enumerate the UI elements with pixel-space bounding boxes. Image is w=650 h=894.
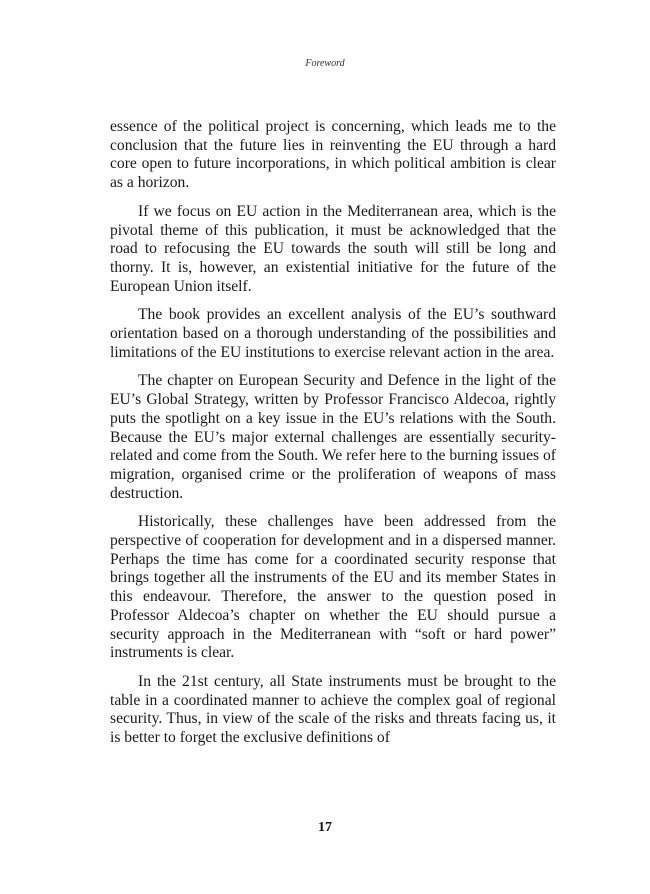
paragraph: The chapter on European Security and Defence in the light of the EU’s Global Strategy, written by Professor Francisco Aldecoa, rightly puts the spotlight on a key issue in the EU’s relations with the South. Because the EU’s major external challenges are essentially security-related and come from the South. We refer here to the burning issues of migration, organised crime or the proliferation of weapons of mass destruction. [110, 372, 556, 502]
page-number: 17 [318, 820, 332, 835]
paragraph-continued: essence of the political project is concerning, which leads me to the conclusion that the future lies in reinventing the EU through a hard core open to future incorporations, in which political ambition is clear as a horizon. [110, 118, 556, 192]
paragraph: Historically, these challenges have been addressed from the perspective of cooperation for development and in a dispersed manner. Perhaps the time has come for a coordinated security response that brings together all the instruments of the EU and its member States in this endeavour. Therefore, the answer to the question posed in Professor Aldecoa’s chapter on whether the EU should pursue a security approach in the Mediterranean with “soft or hard power” instruments is clear. [110, 513, 556, 662]
body-text [110, 118, 556, 758]
paragraph: The book provides an excellent analysis of the EU’s southward orientation based on a thorough understanding of the possibilities and limitations of the EU institutions to exercise relevant action in the area. [110, 306, 556, 361]
running-header: Foreword [305, 58, 345, 69]
paragraph: In the 21st century, all State instruments must be brought to the table in a coordinated manner to achieve the complex goal of regional security. Thus, in view of the scale of the risks and threats facing us, it is better to forget the exclusive definitions of [110, 672, 556, 747]
paragraph: If we focus on EU action in the Mediterranean area, which is the pivotal theme of this publication, it must be acknowledged that the road to refocusing the EU towards the south will still be long and thorny. It is, however, an existential initiative for the future of the European Union itself. [110, 202, 556, 295]
